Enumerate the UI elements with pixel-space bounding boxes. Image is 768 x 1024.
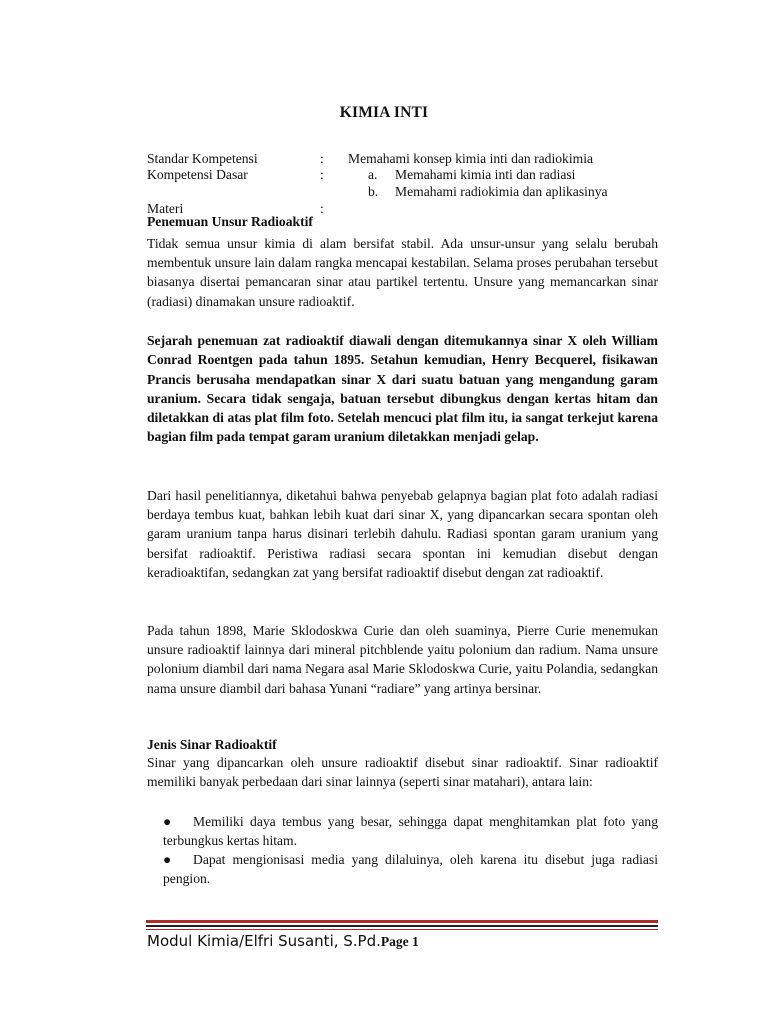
page-number: Page 1 xyxy=(380,934,419,949)
bullet-icon: ● xyxy=(163,852,172,867)
colon: : xyxy=(320,201,324,216)
paragraph: Tidak semua unsur kimia di alam bersifat stabil. Ada unsur-unsur yang selalu berubah membentuk unsure lain dalam rangka mencapai kestabilan. Selama proses perubahan tersebut biasanya disertai pemancaran sinar atau partikel tertentu. Unsure yang memancarkan sinar (radiasi) dinamakan unsure radioaktif. xyxy=(147,236,658,309)
page-footer xyxy=(147,932,419,951)
list-item-text: Memiliki daya tembus yang besar, sehingga dapat menghitamkan plat foto yang terbungkus kertas hitam. xyxy=(163,814,658,849)
paragraph: Dari hasil penelitiannya, diketahui bahwa penyebab gelapnya bagian plat foto adalah radiasi berdaya tembus kuat, bahkan lebih kuat dari sinar X, yang dipancarkan secara spontan oleh garam uranium tanpa harus disinari terlebih dahulu. Radiasi spontan garam uranium yang bersifat radioaktif. Peristiwa radiasi secara spontan ini kemudian disebut dengan keradioaktifan, sedangkan zat yang bersifat radioaktif disebut dengan zat radioaktif. xyxy=(147,488,658,580)
page-title: KIMIA INTI xyxy=(339,104,429,121)
section-heading: Penemuan Unsur Radioaktif xyxy=(147,214,313,229)
paragraph: Sinar yang dipancarkan oleh unsure radioaktif disebut sinar radioaktif. Sinar radioaktif memiliki banyak perbedaan dari sinar lainnya (seperti sinar matahari), antara lain: xyxy=(147,755,658,790)
kompetensi-dasar-row xyxy=(147,166,575,183)
paragraph: Pada tahun 1898, Marie Sklodoskwa Curie dan oleh suaminya, Pierre Curie menemukan unsure radioaktif lainnya dari mineral pitchblende yaitu polonium dan radium. Nama unsure polonium diambil dari nama Negara asal Marie Sklodoskwa Curie, yaitu Polandia, sedangkan nama unsure diambil dari bahasa Yunani “radiare” yang artinya bersinar. xyxy=(147,623,658,696)
list-marker-b: b. xyxy=(368,184,379,199)
list-item-text: Dapat mengionisasi media yang dilaluinya, oleh karena itu disebut juga radiasi pengion. xyxy=(163,852,658,887)
footer-divider xyxy=(146,925,658,927)
kompetensi-dasar-label: Kompetensi Dasar xyxy=(147,167,248,182)
kompetensi-dasar-b: Memahami radiokimia dan aplikasinya xyxy=(395,184,608,199)
footer-author: Modul Kimia/Elfri Susanti, S.Pd. xyxy=(147,932,381,950)
section-heading: Jenis Sinar Radioaktif xyxy=(147,737,277,752)
list-item xyxy=(163,812,658,851)
footer-divider xyxy=(146,920,658,923)
standar-kompetensi-row xyxy=(147,150,593,167)
paragraph-bold: Sejarah penemuan zat radioaktif diawali dengan ditemukannya sinar X oleh William Conrad Roentgen pada tahun 1895. Setahun kemudian, Henry Becquerel, fisikawan Prancis berusaha mendapatkan sinar X dari suatu batuan yang mengandung garam uranium. Secara tidak sengaja, batuan tersebut dibungkus dengan kertas hitam dan diletakkan di atas plat film foto. Setelah mencuci plat film itu, ia sangat terkejut karena bagian film pada tempat garam uranium diletakkan menjadi gelap. xyxy=(147,333,658,445)
kompetensi-dasar-a: Memahami kimia inti dan radiasi xyxy=(395,167,576,182)
colon: : xyxy=(320,151,324,166)
bullet-icon: ● xyxy=(163,814,172,829)
materi-label: Materi xyxy=(147,201,184,216)
colon: : xyxy=(320,167,324,182)
standar-kompetensi-value: Memahami konsep kimia inti dan radiokimia xyxy=(348,151,594,166)
standar-kompetensi-label: Standar Kompetensi xyxy=(147,151,258,166)
footer-divider xyxy=(146,929,658,930)
list-marker-a: a. xyxy=(368,167,378,182)
list-item xyxy=(163,850,658,889)
kompetensi-dasar-b-row xyxy=(147,183,608,200)
